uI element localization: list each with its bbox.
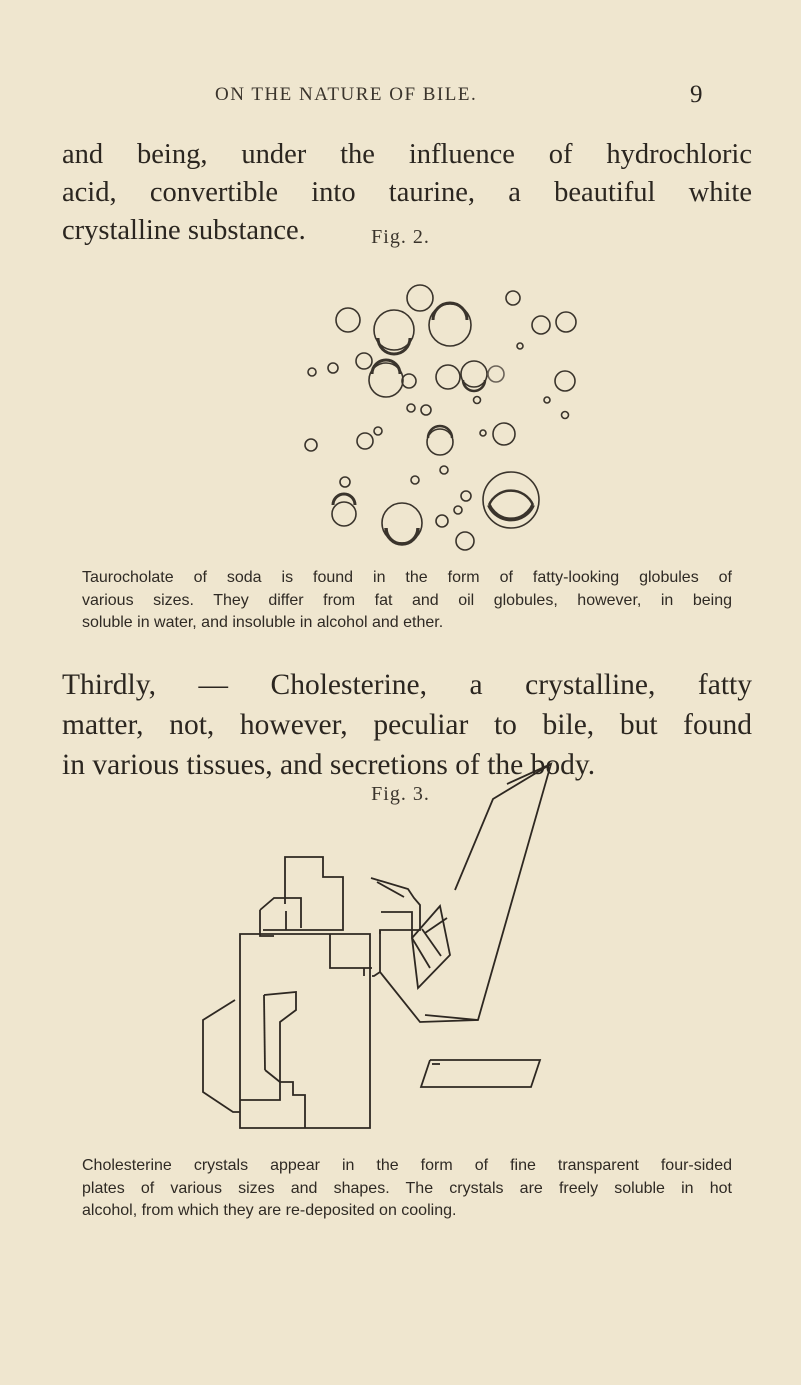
caption-line: soluble in water, and insoluble in alcohol and ether.: [82, 614, 444, 631]
caption-line: Taurocholate of soda is found in the form of fatty-looking globules of: [82, 569, 732, 586]
figure-3-caption: [82, 1155, 732, 1223]
caption-line: alcohol, from which they are re-deposited on cooling.: [82, 1202, 457, 1219]
paragraph-line: crystalline substance.: [62, 215, 306, 246]
paragraph-line: and being, under the influence of hydrochloric: [62, 139, 752, 170]
figure-2-label: Fig. 2.: [371, 226, 430, 248]
crystal-plate: [203, 1000, 240, 1112]
crystal-plate: [380, 764, 551, 1022]
caption-line: plates of various sizes and shapes. The crystals are freely soluble in hot: [82, 1179, 732, 1197]
paragraph-line: in various tissues, and secretions of the body.: [62, 749, 596, 781]
crystal-plate: [240, 934, 372, 1128]
paragraph-line: Thirdly, — Cholesterine, a crystalline, fatty: [62, 669, 752, 701]
paragraph-line: acid, convertible into taurine, a beautiful white: [62, 177, 752, 208]
crystal-plate: [240, 992, 305, 1128]
running-title: ON THE NATURE OF BILE.: [215, 84, 478, 105]
caption-line: Cholesterine crystals appear in the form of fine transparent four-sided: [82, 1157, 732, 1174]
crystal-plate: [421, 1060, 540, 1087]
figure-3-label: Fig. 3.: [371, 783, 430, 805]
page-number: 9: [690, 81, 703, 108]
paragraph-line: matter, not, however, peculiar to bile, but found: [62, 709, 752, 741]
caption-line: various sizes. They differ from fat and oil globules, however, in being: [82, 591, 732, 609]
crystal-plate: [263, 857, 343, 930]
